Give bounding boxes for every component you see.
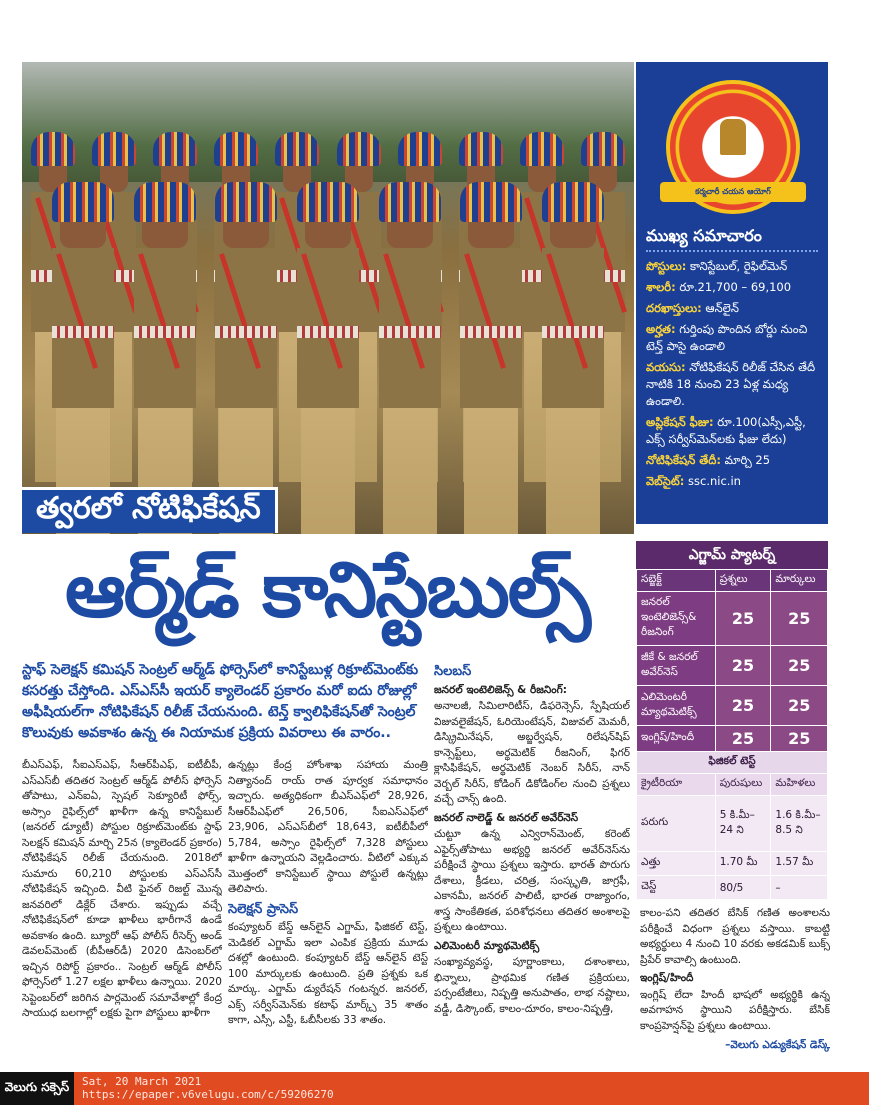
key-info-panel [636, 62, 828, 524]
body-text: అనాలజీ, సిమిలారిటీస్, డిఫరెన్సెస్, స్పేషియల్ విజువలైజేషన్, ఓరియెంటేషన్, విజువల్ మెమరీ, డిస్క్రిమినేషన్, అబ్జర్వేషన్, రిలేషన్‌షిప్ కాన్సెప్ట్‌లు, అర్థమెటిక్ రీజనింగ్, ఫిగర్ క్లాసిఫికేషన్, అర్థమెటిక్ నెంబర్ సిరీస్, నాన్ వెర్బల్ సిరీస్, కోడింగ్ డికోడింగ్‌ల నుంచి ప్రశ్నలు వచ్చే చాన్స్ ఉంది. [434, 700, 630, 805]
info-item: నోటిఫికేషన్ తేదీ: మార్చి 25 [646, 453, 771, 467]
col-header: మార్కులు [771, 570, 828, 592]
table-row: జీకే & జనరల్ అవేర్‌నెస్ 25 25 [637, 646, 828, 686]
body-text: కంప్యూటర్ బేస్డ్ ఆన్‌లైన్ ఎగ్జామ్, ఫిజికల్ టెస్ట్, మెడికల్ ఎగ్జామ్ ఇలా ఎంపిక ప్రక్రియ మూడు దశల్లో ఉంటుంది. కంప్యూటర్ బేస్డ్ ఆన్‌లైన్ టెస్ట్ 100 మార్కులకు ఉంటుంది. ప్రతి ప్రశ్నకు ఒక మార్కు. ఎగ్జామ్ డ్యురేషన్ గంటన్నర. జనరల్, ఎక్స్ సర్వీస్‌మెన్‌కు కటాఫ్ మార్క్స్ 35 శాతం కాగా, ఎస్సీ, ఎస్టీ, ఓబీసీలకు 33 శాతం. [228, 921, 428, 1026]
emblem-icon [720, 119, 746, 155]
body-text: బీఎస్ఎఫ్, సీఐఎస్ఎఫ్, సీఆర్‌పీఎఫ్, ఐటీబీపీ, ఎస్ఎస్‌బీ తదితర సెంట్రల్ ఆర్మ్‌డ్ పోలీస్ ఫోర్సెస్ తోపాటు, ఎన్ఐఏ, స్పెషల్ సెక్యూరిటీ ఫోర్స్, అస్సాం రైఫిల్స్‌లో ఖాళీగా ఉన్న కానిస్టేబుల్ (జనరల్ డ్యూటీ) పోస్టుల రిక్రూట్‌మెంట్‌కు స్టాఫ్ సెలక్షన్ కమిషన్ మార్చి 25న (క్యాలెండర్ ప్రకారం) నోటిఫికేషన్ రిలీజ్ చేయనుంది. 2018లో సుమారు 60,210 పోస్టులకు ఎస్ఎస్‌సీ నోటిఫికేషన్ ఇచ్చింది. వీటి ఫైనల్ రిజల్ట్ మొన్న జనవరిలో డిక్లేర్ చేశారు. ఇప్పుడు వచ్చే నోటిఫికేషన్‌లో కూడా ఖాళీలు భారీగానే ఉండే అవకాశం ఉంది. బ్యూరో ఆఫ్ పోలీస్ రీసెర్చ్ అండ్ డెవలప్‌మెంట్ (బీపీఆర్‌డీ) 2020 డిసెంబర్‌లో ఇచ్చిన రిపోర్ట్ ప్రకారం.. సెంట్రల్ ఆర్మ్‌డ్ పోలీస్ ఫోర్సెస్‌లో 1.27 లక్షల ఖాళీలు ఉన్నాయి. 2020 సెప్టెంబర్‌లో జరిగిన పార్లమెంట్ సమావేశాల్లో కేంద్ర సాయుధ బలగాల్లో లక్షకు పైగా పోస్టులు ఖాళీగా [22, 759, 222, 1019]
table-row: ఇంగ్లిష్/హిందీ 25 25 [637, 726, 828, 752]
brand-logo: వెలుగు సక్సెస్ [0, 1072, 74, 1105]
col-header: మహిళలు [771, 774, 828, 796]
info-item: వయసు: నోటిఫికేషన్ రిలీజ్ చేసిన తేదీ నాటికి 18 నుంచి 23 ఏళ్ల మధ్య ఉండాలి. [646, 360, 816, 408]
section-heading-selection: సెలెక్షన్ ప్రాసెస్ [228, 901, 299, 917]
epaper-footer [0, 1072, 869, 1105]
table-row: పరుగు 5 కి.మీ– 24 ని 1.6 కి.మీ– 8.5 ని [637, 796, 828, 852]
info-item: వెబ్‌సైట్: ssc.nic.in [646, 474, 741, 488]
table-row: చెస్ట్ 80/5 – [637, 876, 828, 900]
info-list [646, 258, 820, 494]
col-header: సబ్జెక్ట్ [637, 570, 716, 592]
sub-heading: ఇంగ్లిష్/హిందీ [640, 972, 694, 984]
headline: ఆర్మ్‌డ్ కానిస్టేబుల్స్ [64, 545, 590, 634]
info-item: శాలరీ: రూ.21,700 – 69,100 [646, 280, 792, 294]
kicker-label: త్వరలో నోటిఫికేషన్ [22, 487, 278, 533]
footer-meta [82, 1075, 334, 1101]
body-text: ఉన్నట్లు కేంద్ర హోంశాఖ సహాయ మంత్రి నిత్యానంద్ రాయ్ రాత పూర్వక సమాధానం ఇచ్చారు. అత్యధికంగా బీఎస్ఎఫ్‌లో 28,926, సీఆర్‌పీఎఫ్‌లో 26,506, సీఐఎస్ఎఫ్‌లో 23,906, ఎస్ఎస్‌బీలో 18,643, ఐటీబీపీలో 5,784, అస్సాం రైఫిల్స్‌లో 7,328 పోస్టులు ఖాళీగా ఉన్నాయని వెల్లడించారు. వీటిలో ఎక్కువ మొత్తంలో కానిస్టేబుల్ స్థాయి పోస్టులే ఉన్నట్లు తెలిపారు. [228, 759, 428, 895]
col-header: క్రైటీరియా [637, 774, 716, 796]
article-column-1 [22, 758, 222, 1058]
sub-heading: ఎలిమెంటరీ మ్యాథమెటిక్స్ [434, 939, 540, 952]
exam-pattern-table [636, 541, 828, 903]
footer-url[interactable]: https://epaper.v6velugu.com/c/59206270 [82, 1088, 334, 1101]
info-title: ముఖ్య సమాచారం [646, 226, 762, 245]
intro-paragraph: స్టాఫ్ సెలెక్షన్ కమిషన్ సెంట్రల్ ఆర్మ్‌డ్ ఫోర్సెస్‌లో కానిస్టేబుళ్ల రిక్రూట్‌మెంట్‌కు కసరత్తు చేస్తోంది. ఎస్ఎస్‌సీ ఇయర్ క్యాలెండర్ ప్రకారం మరో ఐదు రోజుల్లో అఫీషియల్‌గా నోటిఫికేషన్ రిలీజ్ చేయనుంది. టెన్త్ క్వాలిఫికేషన్‌తో సెంట్రల్ కొలువుకు అవకాశం ఉన్న ఈ నియామక ప్రక్రియ వివరాలు ఈ వారం.. [22, 662, 419, 741]
table-row: ఎలిమెంటరీ మ్యాథమెటిక్స్ 25 25 [637, 686, 828, 726]
col-header: పురుషులు [715, 774, 771, 796]
info-item: దరఖాస్తులు: ఆన్‌లైన్ [646, 301, 739, 315]
section-heading-syllabus: సిలబస్ [434, 664, 472, 679]
soldier-row-front [22, 182, 634, 534]
logo-ribbon: కర్మచారీ చయన ఆయోగ్ [660, 182, 806, 202]
sub-heading: జనరల్ ఇంటెలిజెన్స్ & రీజనింగ్: [434, 683, 567, 696]
exam-pattern-title: ఎగ్జామ్ ప్యాటర్న్ [636, 541, 828, 569]
byline: –వెలుగు ఎడ్యుకేషన్ డెస్క్ [725, 1039, 830, 1051]
footer-date: Sat, 20 March 2021 [82, 1075, 202, 1088]
article-column-3 [434, 660, 630, 1060]
col-header: ప్రశ్నలు [715, 570, 771, 592]
info-item: అర్హత: గుర్తింపు పొందిన బోర్డు నుంచి టెన్త్ పాసై ఉండాలి [646, 322, 808, 353]
ssc-logo [666, 80, 800, 214]
sub-heading: జనరల్ నాలెడ్జ్ & జనరల్ అవేర్‌నెస్ [434, 811, 579, 824]
info-divider [646, 250, 818, 252]
article-column-4 [640, 906, 830, 1066]
table-row: జనరల్ ఇంటెలిజెన్స్& రీజనింగ్ 25 25 [637, 592, 828, 646]
body-text: ఇంగ్లిష్ లేదా హిందీ భాషలో అభ్యర్థికి ఉన్న అవగాహన స్థాయిని పరీక్షిస్తారు. బేసిక్ కాంప్రహెన్షన్‌పై ప్రశ్నలు ఉంటాయి. [640, 988, 830, 1032]
info-item: పోస్టులు: కానిస్టేబుల్, రైఫిల్‌మెన్ [646, 259, 788, 273]
body-text: చుట్టూ ఉన్న ఎన్విరాన్‌మెంట్, కరెంట్ ఎఫైర్స్‌తోపాటు అభ్యర్థి జనరల్ అవేర్‌నెస్‌ను పరీక్షించే స్థాయి ప్రశ్నలు ఇస్తారు. భారత్ పొరుగు దేశాలు, క్రీడలు, చరిత్ర, సంస్కృతి, జాగ్రఫీ, ఎకానమీ, జనరల్ పాలిటీ, భారత రాజ్యాంగం, శాస్త్ర సాంకేతికత, పరిశోధనలు తదితర అంశాలపై ప్రశ్నలు ఉంటాయి. [434, 828, 630, 933]
table-row: ఎత్తు 1.70 మీ 1.57 మీ [637, 852, 828, 876]
body-text: సంఖ్యావ్యవస్థ, పూర్ణాంకాలు, దశాంశాలు, భిన్నాలు, ప్రాథమిక గణిత ప్రక్రియలు, పర్సంటేజీలు, నిష్పత్తి అనుపాతం, లాభ నష్టాలు, వడ్డీ, డిస్కౌంట్, కాలం-దూరం, కాలం-నిష్పత్తి, [434, 956, 630, 1015]
article-column-2 [228, 758, 428, 1058]
physical-test-title: ఫిజికల్ టెస్ట్ [637, 752, 828, 774]
info-item: అప్లికేషన్ ఫీజు: రూ.100(ఎస్సీ,ఎస్టీ, ఎక్స్ సర్వీస్‌మెన్‌లకు ఫీజు లేదు) [646, 415, 806, 446]
parade-photo [22, 62, 634, 534]
body-text: కాలం-పని తదితర బేసిక్ గణిత అంశాలను పరీక్షించే విధంగా ప్రశ్నలు వస్తాయి. కాబట్టి అభ్యర్థులు 4 నుంచి 10 వరకు అకడమిక్ బుక్స్ ప్రిపేర్ కావాల్సి ఉంటుంది. [640, 907, 830, 966]
